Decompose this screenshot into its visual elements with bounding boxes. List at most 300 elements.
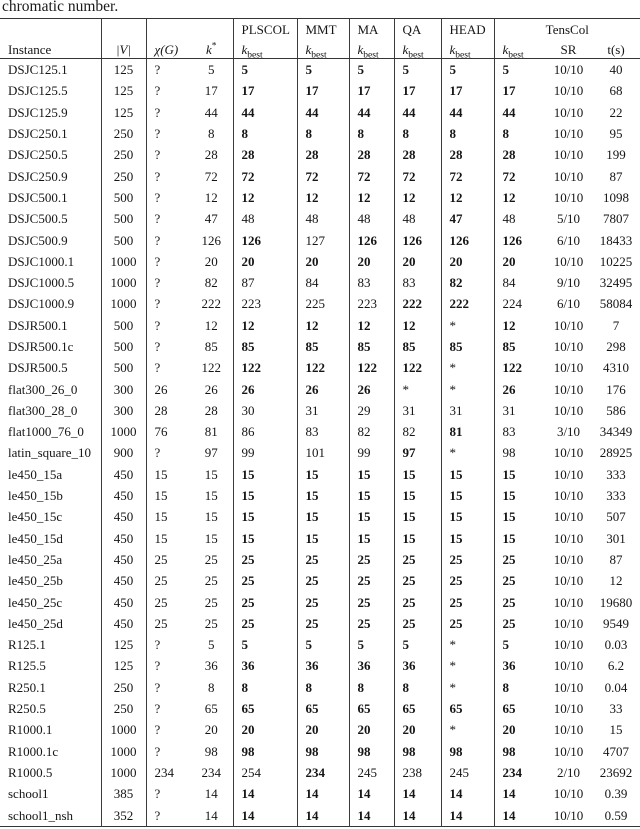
cell-v: 125 (101, 59, 146, 81)
cell-sr: 6/10 (556, 232, 581, 248)
cell-chi: ? (154, 83, 161, 99)
table-row (0, 698, 640, 719)
cell-kstar: 234 (190, 762, 233, 783)
cell-kstar: 5 (190, 59, 233, 81)
cell-ts: 333 (606, 466, 626, 482)
table-row (0, 442, 640, 463)
cell-ma-kbest: 122 (349, 357, 394, 378)
cell-plscol-kbest: 15 (233, 528, 297, 549)
cell-qa-kbest: 14 (394, 783, 441, 804)
cell-kstar: 25 (190, 570, 233, 591)
cell-v: 1000 (101, 421, 146, 442)
cell-mmt-kbest: 72 (297, 165, 349, 186)
cell-chi: 25 (154, 551, 168, 567)
col-header-v: |V| (101, 40, 146, 59)
cell-tenscol-kbest: 234 (502, 764, 522, 780)
cell-tenscol-kbest: 26 (502, 381, 516, 397)
cell-plscol-kbest: 8 (233, 677, 297, 698)
cell-ma-kbest: 15 (349, 485, 394, 506)
cell-tenscol-kbest: 126 (502, 232, 522, 248)
cell-sr: 10/10 (553, 189, 584, 205)
cell-kstar: 20 (190, 719, 233, 740)
cell-ma-kbest: 25 (349, 570, 394, 591)
cell-ts: 0.59 (604, 807, 628, 823)
cell-kstar: 14 (190, 804, 233, 826)
col-header-ts: t(s) (592, 40, 640, 59)
cell-ts: 22 (609, 104, 623, 120)
cell-head-kbest: 81 (441, 421, 494, 442)
cell-sr: 10/10 (553, 658, 584, 674)
table-row (0, 144, 640, 165)
cell-mmt-kbest: 15 (297, 485, 349, 506)
cell-sr: 3/10 (556, 424, 581, 440)
cell-chi: ? (154, 743, 161, 759)
col-header-tenscol-kbest: $k_{best}$ (494, 40, 545, 59)
cell-ts: 10225 (599, 253, 633, 269)
table-row (0, 677, 640, 698)
cell-sr: 10/10 (553, 551, 584, 567)
cell-chi: ? (154, 701, 161, 717)
table-row (0, 762, 640, 783)
cell-chi: 15 (154, 530, 168, 546)
cell-ts: 0.03 (604, 637, 628, 653)
cell-v: 300 (101, 400, 146, 421)
cell-head-kbest: 65 (441, 698, 494, 719)
cell-instance: DSJR500.1c (0, 336, 101, 357)
cell-sr: 10/10 (553, 743, 584, 759)
table-row (0, 315, 640, 336)
cell-sr: 9/10 (556, 275, 581, 291)
table-row (0, 229, 640, 250)
cell-chi: ? (154, 253, 161, 269)
cell-chi: 26 (154, 381, 168, 397)
col-header-qa-kbest: $k_{best}$ (394, 40, 441, 59)
cell-plscol-kbest: 20 (233, 719, 297, 740)
cell-instance: R1000.5 (0, 762, 101, 783)
cell-v: 385 (101, 783, 146, 804)
cell-qa-kbest: 25 (394, 591, 441, 612)
cell-kstar: 25 (190, 613, 233, 634)
cell-mmt-kbest: 84 (297, 272, 349, 293)
cell-sr: 5/10 (556, 211, 581, 227)
cell-kstar: 85 (190, 336, 233, 357)
cell-qa-kbest: 8 (394, 677, 441, 698)
cell-v: 450 (101, 506, 146, 527)
table-row (0, 400, 640, 421)
cell-mmt-kbest: 127 (297, 229, 349, 250)
cell-instance: le450_15d (0, 528, 101, 549)
cell-head-kbest: * (441, 719, 494, 740)
cell-ts: 4310 (603, 360, 629, 376)
table-row (0, 528, 640, 549)
cell-plscol-kbest: 20 (233, 251, 297, 272)
cell-qa-kbest: 82 (394, 421, 441, 442)
cell-plscol-kbest: 254 (233, 762, 297, 783)
cell-instance: DSJC500.1 (0, 187, 101, 208)
cell-tenscol-kbest: 84 (502, 275, 516, 291)
cell-plscol-kbest: 12 (233, 187, 297, 208)
cell-ma-kbest: 15 (349, 464, 394, 485)
cell-qa-kbest: 122 (394, 357, 441, 378)
cell-qa-kbest: 65 (394, 698, 441, 719)
cell-ma-kbest: 245 (349, 762, 394, 783)
cell-instance: le450_15b (0, 485, 101, 506)
cell-tenscol-kbest: 5 (502, 637, 509, 653)
cell-plscol-kbest: 14 (233, 804, 297, 826)
cell-v: 250 (101, 165, 146, 186)
cell-qa-kbest: 20 (394, 251, 441, 272)
cell-kstar: 15 (190, 528, 233, 549)
cell-mmt-kbest: 98 (297, 741, 349, 762)
cell-kstar: 81 (190, 421, 233, 442)
cell-sr: 10/10 (553, 722, 584, 738)
table-row (0, 549, 640, 570)
cell-v: 500 (101, 229, 146, 250)
cell-qa-kbest: 72 (394, 165, 441, 186)
cell-v: 500 (101, 187, 146, 208)
cell-plscol-kbest: 14 (233, 783, 297, 804)
cell-tenscol-kbest: 83 (502, 424, 516, 440)
cell-ma-kbest: 223 (349, 293, 394, 314)
cell-mmt-kbest: 12 (297, 187, 349, 208)
cell-v: 1000 (101, 741, 146, 762)
cell-instance: DSJR500.5 (0, 357, 101, 378)
col-header-instance: Instance (0, 40, 101, 59)
cell-ma-kbest: 28 (349, 144, 394, 165)
table-caption: chromatic number. (2, 0, 119, 15)
cell-kstar: 36 (190, 655, 233, 676)
table-row (0, 293, 640, 314)
cell-plscol-kbest: 5 (233, 59, 297, 81)
cell-instance: DSJR500.1 (0, 315, 101, 336)
cell-tenscol-kbest: 15 (502, 466, 516, 482)
table-row (0, 59, 640, 81)
cell-chi: ? (154, 275, 161, 291)
cell-plscol-kbest: 86 (233, 421, 297, 442)
table-row (0, 102, 640, 123)
header-col-row (0, 40, 640, 59)
cell-instance: DSJC1000.9 (0, 293, 101, 314)
cell-plscol-kbest: 85 (233, 336, 297, 357)
col-header-chi: χ(G) (146, 40, 190, 59)
cell-instance: DSJC1000.5 (0, 272, 101, 293)
cell-mmt-kbest: 5 (297, 634, 349, 655)
cell-plscol-kbest: 65 (233, 698, 297, 719)
cell-ts: 333 (606, 488, 626, 504)
cell-chi: ? (154, 637, 161, 653)
cell-plscol-kbest: 15 (233, 464, 297, 485)
cell-sr: 10/10 (553, 126, 584, 142)
cell-sr: 10/10 (553, 104, 584, 120)
cell-instance: R1000.1 (0, 719, 101, 740)
cell-instance: DSJC250.5 (0, 144, 101, 165)
cell-kstar: 126 (190, 229, 233, 250)
cell-plscol-kbest: 25 (233, 549, 297, 570)
cell-kstar: 65 (190, 698, 233, 719)
cell-qa-kbest: 25 (394, 570, 441, 591)
cell-mmt-kbest: 17 (297, 80, 349, 101)
cell-ma-kbest: 17 (349, 80, 394, 101)
cell-tenscol-kbest: 15 (502, 530, 516, 546)
cell-ts: 9549 (603, 615, 629, 631)
table-row (0, 634, 640, 655)
cell-kstar: 97 (190, 442, 233, 463)
cell-kstar: 122 (190, 357, 233, 378)
cell-ts: 12 (609, 573, 623, 589)
cell-tenscol-kbest: 14 (502, 786, 516, 802)
cell-tenscol-kbest: 20 (502, 253, 516, 269)
cell-sr: 10/10 (553, 83, 584, 99)
col-header-head-kbest: $k_{best}$ (441, 40, 494, 59)
cell-tenscol-kbest: 65 (502, 701, 516, 717)
cell-instance: DSJC500.9 (0, 229, 101, 250)
cell-qa-kbest: 98 (394, 741, 441, 762)
cell-head-kbest: 14 (441, 804, 494, 826)
cell-mmt-kbest: 122 (297, 357, 349, 378)
cell-ts: 33 (609, 701, 623, 717)
cell-sr: 10/10 (553, 807, 584, 823)
cell-head-kbest: 222 (441, 293, 494, 314)
cell-ma-kbest: 25 (349, 549, 394, 570)
cell-mmt-kbest: 83 (297, 421, 349, 442)
cell-plscol-kbest: 25 (233, 591, 297, 612)
cell-ts: 18433 (599, 232, 633, 248)
col-header-sr: SR (545, 40, 592, 59)
cell-instance: DSJC1000.1 (0, 251, 101, 272)
cell-ts: 95 (609, 126, 623, 142)
table-row (0, 783, 640, 804)
cell-v: 250 (101, 677, 146, 698)
cell-v: 125 (101, 655, 146, 676)
cell-head-kbest: 25 (441, 613, 494, 634)
cell-instance: le450_25d (0, 613, 101, 634)
cell-ma-kbest: 85 (349, 336, 394, 357)
cell-mmt-kbest: 15 (297, 506, 349, 527)
cell-v: 450 (101, 570, 146, 591)
cell-head-kbest: 15 (441, 464, 494, 485)
cell-qa-kbest: 20 (394, 719, 441, 740)
cell-plscol-kbest: 5 (233, 634, 297, 655)
cell-instance: R1000.1c (0, 741, 101, 762)
cell-sr: 10/10 (553, 488, 584, 504)
cell-qa-kbest: 97 (394, 442, 441, 463)
cell-sr: 10/10 (553, 147, 584, 163)
cell-ma-kbest: 26 (349, 378, 394, 399)
cell-v: 450 (101, 485, 146, 506)
cell-mmt-kbest: 12 (297, 315, 349, 336)
cell-plscol-kbest: 36 (233, 655, 297, 676)
group-header-ma: MA (349, 19, 394, 41)
cell-chi: ? (154, 104, 161, 120)
cell-plscol-kbest: 17 (233, 80, 297, 101)
cell-ts: 28925 (599, 445, 633, 461)
cell-tenscol-kbest: 20 (502, 722, 516, 738)
cell-chi: ? (154, 189, 161, 205)
cell-tenscol-kbest: 17 (502, 83, 516, 99)
cell-v: 900 (101, 442, 146, 463)
cell-ma-kbest: 5 (349, 634, 394, 655)
cell-ma-kbest: 65 (349, 698, 394, 719)
cell-chi: ? (154, 445, 161, 461)
header-group-row (0, 19, 640, 41)
cell-ts: 176 (606, 381, 626, 397)
cell-head-kbest: 8 (441, 123, 494, 144)
cell-sr: 10/10 (553, 679, 584, 695)
cell-instance: le450_25c (0, 591, 101, 612)
cell-v: 300 (101, 378, 146, 399)
cell-head-kbest: * (441, 655, 494, 676)
cell-mmt-kbest: 15 (297, 464, 349, 485)
cell-ts: 298 (606, 339, 626, 354)
cell-v: 450 (101, 464, 146, 485)
cell-mmt-kbest: 85 (297, 336, 349, 357)
cell-mmt-kbest: 14 (297, 783, 349, 804)
cell-mmt-kbest: 8 (297, 123, 349, 144)
cell-sr: 10/10 (553, 466, 584, 482)
cell-mmt-kbest: 26 (297, 378, 349, 399)
cell-plscol-kbest: 99 (233, 442, 297, 463)
cell-instance: DSJC125.1 (0, 59, 101, 81)
cell-mmt-kbest: 8 (297, 677, 349, 698)
cell-sr: 10/10 (553, 381, 584, 397)
cell-qa-kbest: 5 (394, 59, 441, 81)
cell-chi: ? (154, 168, 161, 184)
cell-qa-kbest: 14 (394, 804, 441, 826)
cell-qa-kbest: 28 (394, 144, 441, 165)
cell-mmt-kbest: 25 (297, 613, 349, 634)
cell-v: 500 (101, 315, 146, 336)
cell-ma-kbest: 12 (349, 187, 394, 208)
cell-ma-kbest: 25 (349, 613, 394, 634)
cell-v: 250 (101, 123, 146, 144)
cell-plscol-kbest: 87 (233, 272, 297, 293)
cell-instance: R250.1 (0, 677, 101, 698)
cell-plscol-kbest: 28 (233, 144, 297, 165)
cell-kstar: 26 (190, 378, 233, 399)
cell-head-kbest: 85 (441, 336, 494, 357)
cell-plscol-kbest: 12 (233, 315, 297, 336)
cell-head-kbest: * (441, 634, 494, 655)
table-row (0, 123, 640, 144)
cell-ts: 87 (609, 168, 623, 184)
col-header-mmt-kbest: $k_{best}$ (297, 40, 349, 59)
cell-kstar: 15 (190, 506, 233, 527)
header-spacer-v (101, 19, 146, 41)
cell-v: 1000 (101, 272, 146, 293)
group-header-qa: QA (394, 19, 441, 41)
cell-tenscol-kbest: 98 (502, 445, 516, 461)
table-row (0, 378, 640, 399)
cell-head-kbest: 25 (441, 591, 494, 612)
cell-qa-kbest: 85 (394, 336, 441, 357)
cell-instance: school1_nsh (0, 804, 101, 826)
cell-mmt-kbest: 48 (297, 208, 349, 229)
table-row (0, 80, 640, 101)
cell-head-kbest: 245 (441, 762, 494, 783)
table-row (0, 719, 640, 740)
cell-tenscol-kbest: 44 (502, 104, 516, 120)
cell-v: 352 (101, 804, 146, 826)
cell-chi: ? (154, 232, 161, 248)
cell-ma-kbest: 44 (349, 102, 394, 123)
cell-mmt-kbest: 225 (297, 293, 349, 314)
cell-ts: 15 (609, 722, 623, 738)
cell-plscol-kbest: 30 (233, 400, 297, 421)
cell-tenscol-kbest: 12 (502, 317, 516, 333)
cell-v: 250 (101, 144, 146, 165)
cell-ma-kbest: 98 (349, 741, 394, 762)
cell-head-kbest: * (441, 357, 494, 378)
cell-head-kbest: 20 (441, 251, 494, 272)
cell-tenscol-kbest: 15 (502, 509, 516, 525)
cell-tenscol-kbest: 31 (502, 402, 516, 418)
cell-mmt-kbest: 25 (297, 591, 349, 612)
cell-v: 250 (101, 698, 146, 719)
cell-sr: 6/10 (556, 296, 581, 312)
cell-chi: ? (154, 317, 161, 333)
cell-qa-kbest: 48 (394, 208, 441, 229)
cell-sr: 10/10 (553, 637, 584, 653)
cell-v: 125 (101, 102, 146, 123)
cell-ts: 507 (606, 509, 626, 525)
cell-mmt-kbest: 44 (297, 102, 349, 123)
col-header-ma-kbest: $k_{best}$ (349, 40, 394, 59)
cell-head-kbest: 25 (441, 549, 494, 570)
cell-head-kbest: 15 (441, 528, 494, 549)
cell-v: 1000 (101, 293, 146, 314)
cell-ts: 32495 (599, 275, 633, 291)
cell-sr: 10/10 (553, 509, 584, 525)
cell-ts: 0.04 (604, 679, 628, 695)
cell-kstar: 47 (190, 208, 233, 229)
cell-ma-kbest: 36 (349, 655, 394, 676)
cell-kstar: 28 (190, 144, 233, 165)
cell-sr: 10/10 (553, 168, 584, 184)
cell-ma-kbest: 8 (349, 123, 394, 144)
cell-ma-kbest: 126 (349, 229, 394, 250)
cell-ma-kbest: 12 (349, 315, 394, 336)
cell-ts: 40 (609, 62, 623, 78)
cell-sr: 10/10 (553, 573, 584, 589)
cell-sr: 10/10 (553, 62, 584, 78)
cell-sr: 10/10 (553, 339, 584, 354)
cell-mmt-kbest: 28 (297, 144, 349, 165)
cell-kstar: 8 (190, 123, 233, 144)
cell-head-kbest: * (441, 378, 494, 399)
table-row (0, 357, 640, 378)
cell-instance: le450_25a (0, 549, 101, 570)
cell-qa-kbest: 15 (394, 506, 441, 527)
cell-tenscol-kbest: 8 (502, 126, 509, 142)
cell-v: 450 (101, 528, 146, 549)
cell-kstar: 98 (190, 741, 233, 762)
table-row (0, 464, 640, 485)
group-header-head: HEAD (441, 19, 494, 41)
cell-tenscol-kbest: 72 (502, 168, 516, 184)
cell-qa-kbest: 12 (394, 315, 441, 336)
cell-ts: 23692 (599, 764, 633, 780)
cell-mmt-kbest: 31 (297, 400, 349, 421)
cell-qa-kbest: 25 (394, 549, 441, 570)
table-row (0, 804, 640, 826)
cell-mmt-kbest: 36 (297, 655, 349, 676)
cell-v: 500 (101, 208, 146, 229)
cell-ma-kbest: 29 (349, 400, 394, 421)
cell-qa-kbest: 15 (394, 464, 441, 485)
cell-ts: 1098 (603, 189, 629, 205)
table-row (0, 485, 640, 506)
cell-v: 1000 (101, 719, 146, 740)
